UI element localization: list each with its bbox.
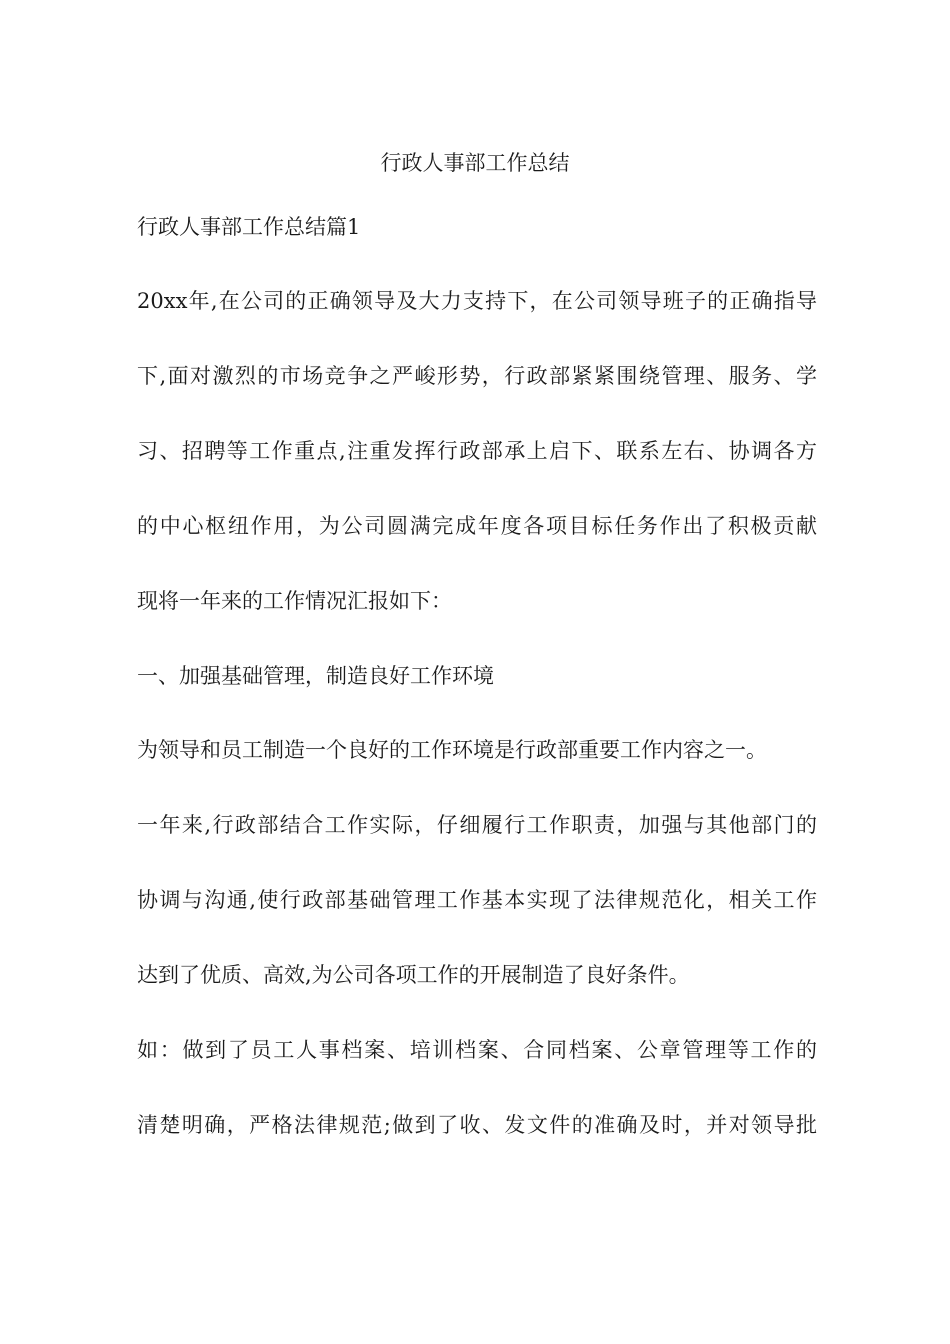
paragraph-line: 下,面对激烈的市场竞争之严峻形势，行政部紧紧围绕管理、服务、学 — [137, 364, 817, 388]
paragraph-line: 为领导和员工制造一个良好的工作环境是行政部重要工作内容之一。 — [137, 738, 767, 762]
subsection-heading: 一、加强基础管理，制造良好工作环境 — [137, 664, 494, 688]
paragraph-line: 的中心枢纽作用，为公司圆满完成年度各项目标任务作出了积极贡献 — [137, 514, 817, 538]
section-heading: 行政人事部工作总结篇1 — [137, 215, 361, 239]
paragraph-line: 如：做到了员工人事档案、培训档案、合同档案、公章管理等工作的 — [137, 1038, 817, 1062]
paragraph-line: 一年来,行政部结合工作实际，仔细履行工作职责，加强与其他部门的 — [137, 813, 817, 837]
paragraph-line: 清楚明确，严格法律规范;做到了收、发文件的准确及时，并对领导批 — [137, 1113, 817, 1137]
document-title: 行政人事部工作总结 — [380, 151, 570, 175]
paragraph-line: 达到了优质、高效,为公司各项工作的开展制造了良好条件。 — [137, 963, 690, 987]
paragraph-line: 现将一年来的工作情况汇报如下： — [137, 589, 452, 613]
paragraph-line: 协调与沟通,使行政部基础管理工作基本实现了法律规范化，相关工作 — [137, 888, 817, 912]
paragraph-line: 20xx年,在公司的正确领导及大力支持下，在公司领导班子的正确指导 — [137, 289, 817, 313]
paragraph-line: 习、招聘等工作重点,注重发挥行政部承上启下、联系左右、协调各方 — [137, 439, 817, 463]
